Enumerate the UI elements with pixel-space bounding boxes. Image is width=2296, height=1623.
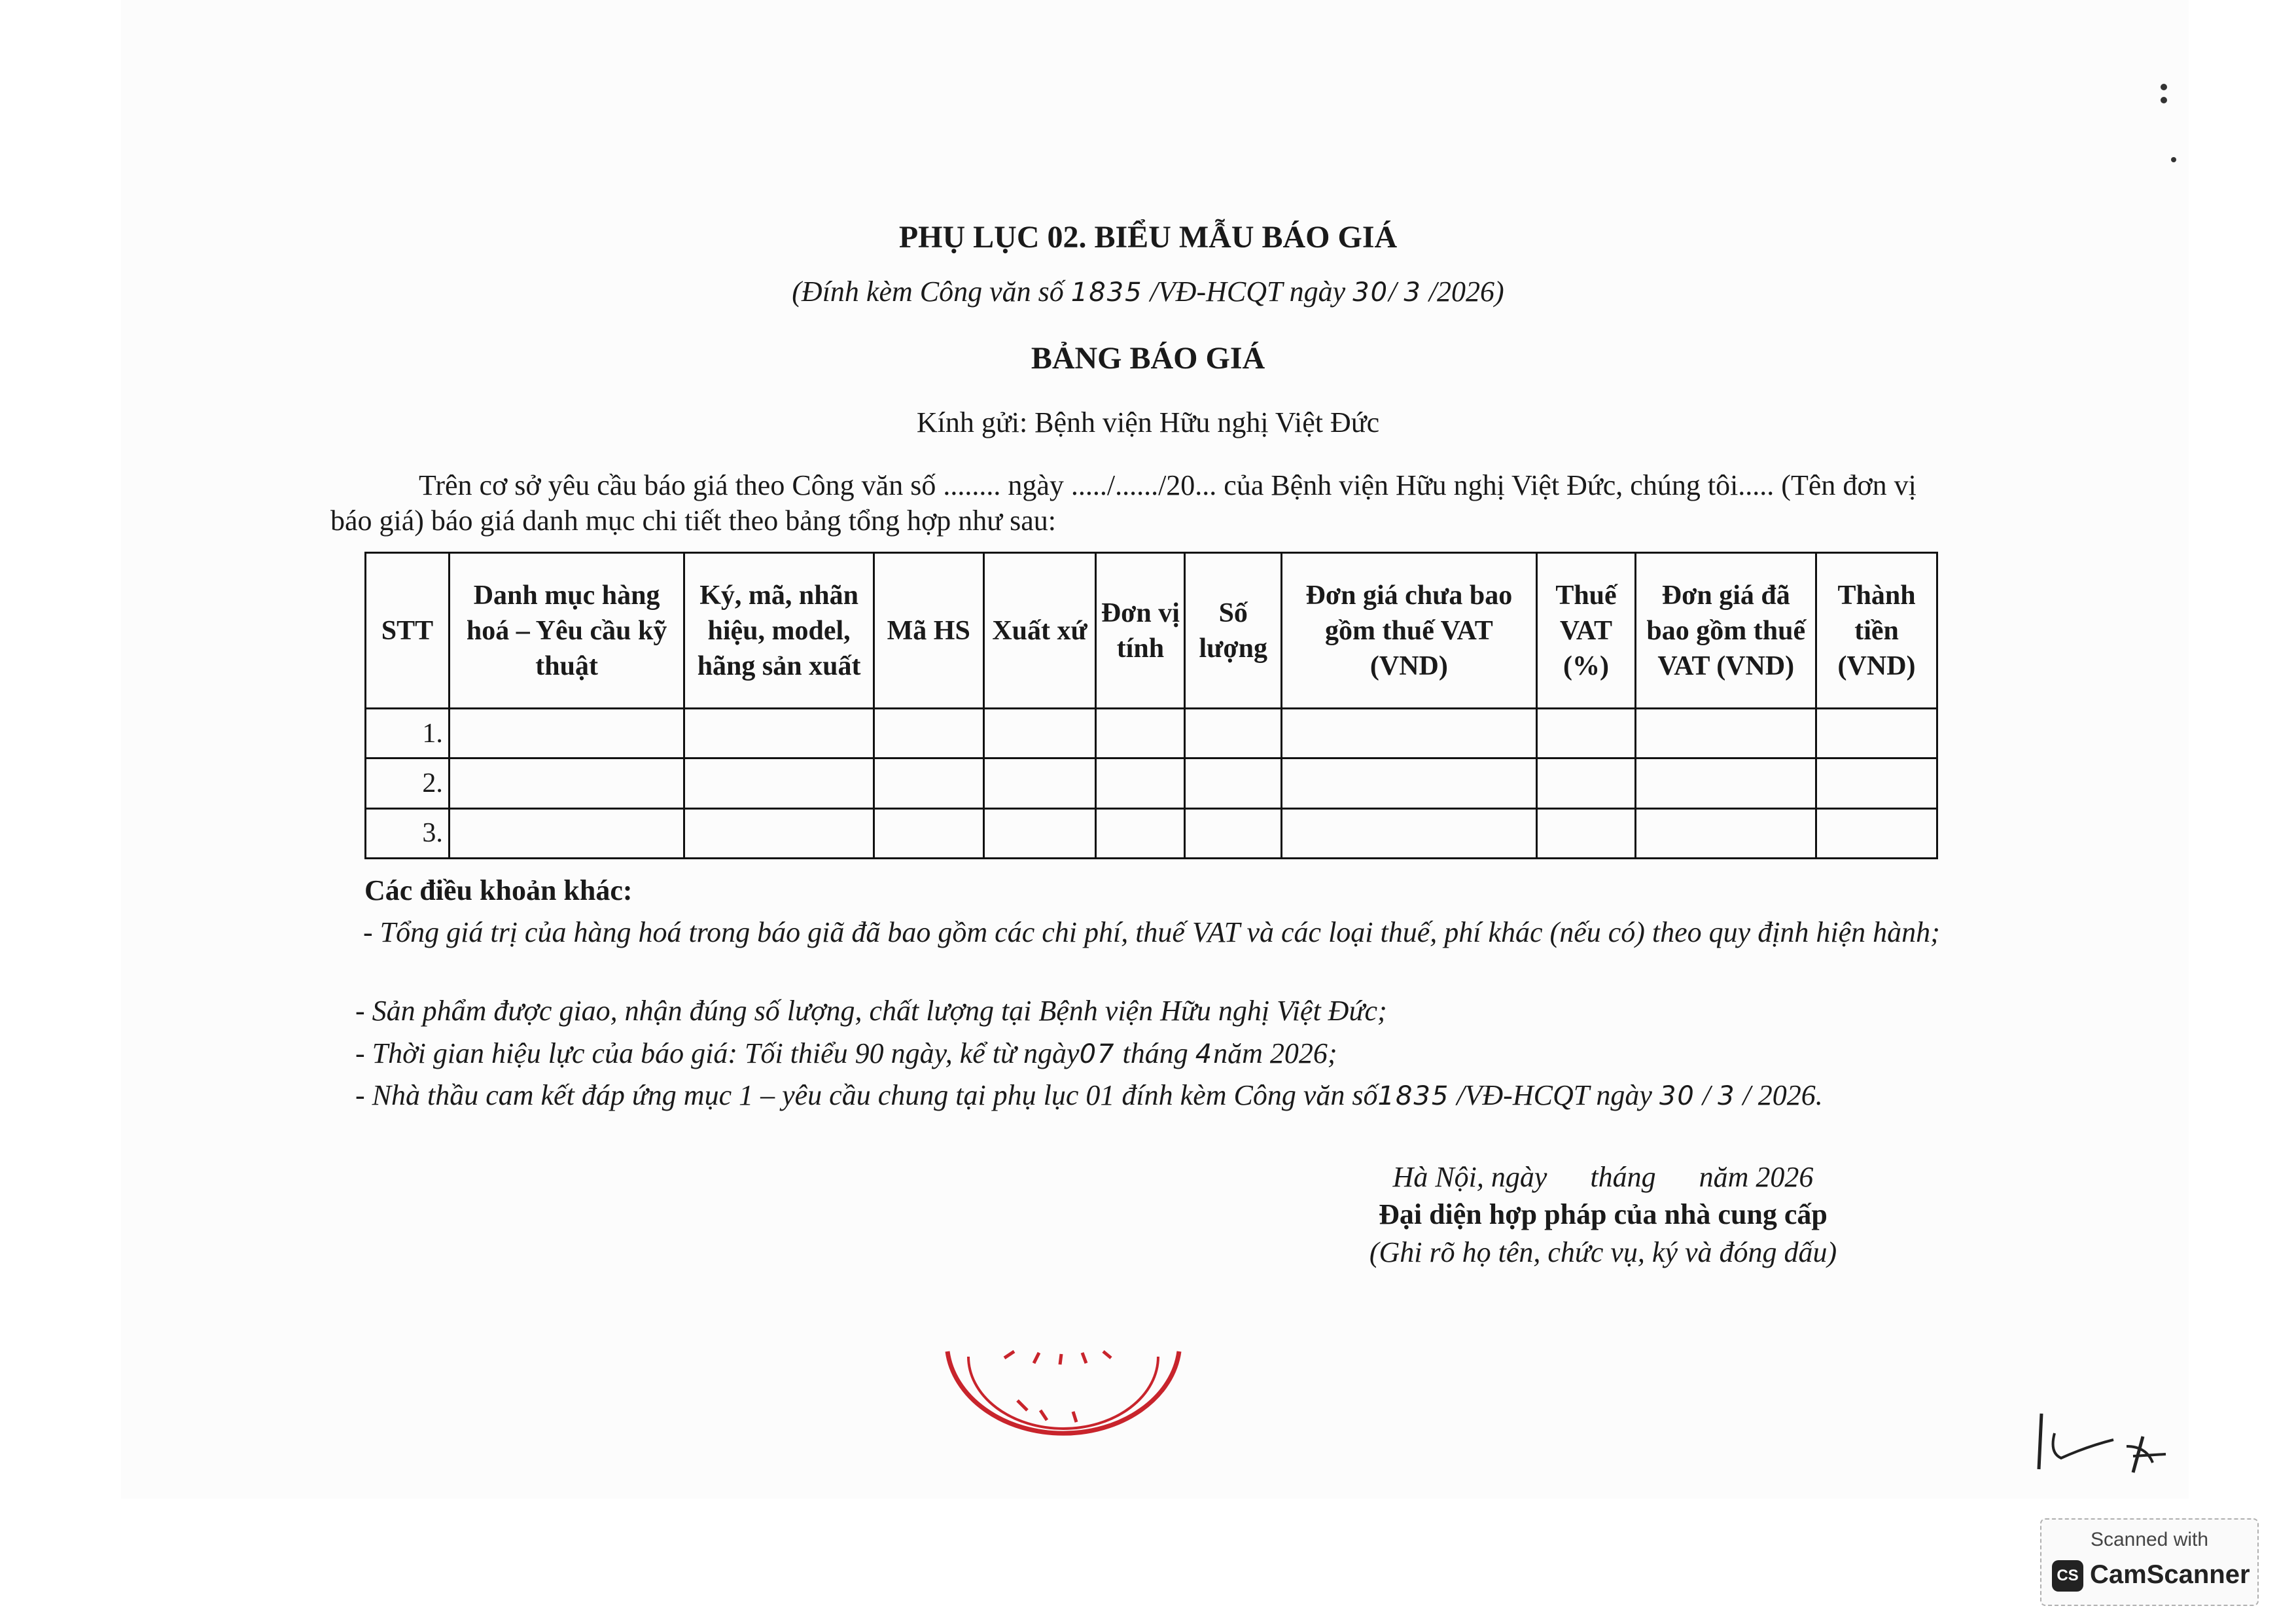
camscanner-watermark: [2040, 1518, 2259, 1606]
quote-heading: BẢNG BÁO GIÁ: [1031, 341, 1265, 376]
handwritten-dispatch-number: 1835: [1377, 1081, 1450, 1111]
quote-table: [364, 552, 1938, 859]
signature-representative: Đại diện hợp pháp của nhà cung cấp: [1379, 1198, 1828, 1230]
scan-speck: [2161, 84, 2167, 90]
col-header-model: Ký, mã, nhãn hiệu, model, hãng sản xuất: [684, 553, 874, 709]
red-stamp-seal: [942, 1338, 1184, 1443]
scan-speck: [2161, 97, 2167, 103]
row-number: 3.: [366, 808, 450, 858]
handwritten-month: 3: [1404, 277, 1422, 308]
table-row: [366, 709, 1937, 758]
subtitle-suffix: /2026): [1421, 276, 1504, 308]
table-cell: [684, 709, 874, 758]
table-cell: [1636, 808, 1816, 858]
handwritten-month: 3: [1718, 1081, 1736, 1111]
scan-speck: [2171, 157, 2176, 162]
col-header-vat: Thuế VAT (%): [1536, 553, 1636, 709]
row-number: 2.: [366, 758, 450, 808]
document-title: PHỤ LỤC 02. BIỂU MẪU BÁO GIÁ: [898, 220, 1398, 255]
term3-mid: tháng: [1115, 1037, 1195, 1069]
table-cell: [684, 808, 874, 858]
col-header-hs-code: Mã HS: [874, 553, 983, 709]
camscanner-brand: CamScanner: [2090, 1560, 2250, 1589]
table-cell: [1096, 709, 1185, 758]
table-cell: [1185, 709, 1282, 758]
handwritten-initials-signature: [2035, 1407, 2179, 1486]
col-header-price-excl-vat: Đơn giá chưa bao gồm thuế VAT (VND): [1282, 553, 1536, 709]
table-header-row: [366, 553, 1937, 709]
term-item-3: [355, 1036, 1337, 1072]
terms-title: Các điều khoản khác:: [364, 874, 633, 906]
table-cell: [983, 808, 1096, 858]
intro-paragraph: Trên cơ sở yêu cầu báo giá theo Công văn số ........ ngày ...../....../20... của Bệnh viện Hữu nghị Việt Đức, chúng tôi..... (Tên đơn vị báo giá) báo giá danh mục chi tiết theo bảng tổng hợp như sau:: [330, 469, 1916, 537]
signature-date-line: Hà Nội, ngày tháng năm 2026: [1392, 1161, 1814, 1193]
table-cell: [1536, 758, 1636, 808]
handwritten-month: 4: [1195, 1039, 1214, 1069]
camscanner-logo-icon: CS: [2052, 1560, 2083, 1592]
table-cell: [449, 709, 684, 758]
col-header-goods: Danh mục hàng hoá – Yêu cầu kỹ thuật: [449, 553, 684, 709]
table-cell: [1636, 709, 1816, 758]
table-cell: [1816, 709, 1937, 758]
term4-sep: /: [1695, 1079, 1718, 1111]
table-cell: [1185, 808, 1282, 858]
table-cell: [1282, 808, 1536, 858]
term4-mid: /VĐ-HCQT ngày: [1449, 1079, 1659, 1111]
table-cell: [449, 758, 684, 808]
subtitle-prefix: (Đính kèm Công văn số: [792, 276, 1071, 308]
table-cell: [874, 758, 983, 808]
scanned-with-label: Scanned with: [2090, 1529, 2209, 1550]
addressee-line: Kính gửi: Bệnh viện Hữu nghị Việt Đức: [916, 406, 1380, 438]
handwritten-day: 30: [1659, 1081, 1695, 1111]
row-number: 1.: [366, 709, 450, 758]
table-cell: [983, 709, 1096, 758]
table-cell: [684, 758, 874, 808]
col-header-quantity: Số lượng: [1185, 553, 1282, 709]
table-row: [366, 758, 1937, 808]
col-header-price-incl-vat: Đơn giá đã bao gồm thuế VAT (VND): [1636, 553, 1816, 709]
table-cell: [1185, 758, 1282, 808]
term4-suffix: / 2026.: [1735, 1079, 1823, 1111]
handwritten-dispatch-number: 1835: [1070, 277, 1143, 308]
table-cell: [1282, 758, 1536, 808]
col-header-total: Thành tiền (VND): [1816, 553, 1937, 709]
table-cell: [874, 808, 983, 858]
term3-suffix: năm 2026;: [1213, 1037, 1337, 1069]
handwritten-day: 30: [1352, 277, 1389, 308]
table-row: [366, 808, 1937, 858]
col-header-origin: Xuất xứ: [983, 553, 1096, 709]
term4-prefix: - Nhà thầu cam kết đáp ứng mục 1 – yêu cầu chung tại phụ lục 01 đính kèm Công văn số: [355, 1079, 1378, 1111]
table-cell: [449, 808, 684, 858]
term-item-2: - Sản phẩm được giao, nhận đúng số lượng, chất lượng tại Bệnh viện Hữu nghị Việt Đức;: [355, 995, 1387, 1027]
table-cell: [1536, 709, 1636, 758]
col-header-stt: STT: [366, 553, 450, 709]
table-cell: [1096, 758, 1185, 808]
term-item-1: - Tổng giá trị của hàng hoá trong báo giã đã bao gồm các chi phí, thuế VAT và các loại thuế, phí khác (nếu có) theo quy định hiện hành;: [363, 916, 1940, 948]
table-cell: [1096, 808, 1185, 858]
table-cell: [874, 709, 983, 758]
table-cell: [1816, 808, 1937, 858]
subtitle-sep: /: [1388, 276, 1404, 308]
table-cell: [1816, 758, 1937, 808]
subtitle-mid: /VĐ-HCQT ngày: [1142, 276, 1353, 308]
document-subtitle: [0, 275, 2296, 308]
signature-note: (Ghi rõ họ tên, chức vụ, ký và đóng dấu): [1369, 1236, 1837, 1268]
handwritten-day: 07: [1079, 1039, 1116, 1069]
term3-prefix: - Thời gian hiệu lực của báo giá: Tối thiểu 90 ngày, kể từ ngày: [355, 1037, 1080, 1069]
table-cell: [983, 758, 1096, 808]
table-cell: [1282, 709, 1536, 758]
table-cell: [1636, 758, 1816, 808]
term-item-4: [355, 1078, 1823, 1114]
col-header-unit: Đơn vị tính: [1096, 553, 1185, 709]
table-cell: [1536, 808, 1636, 858]
